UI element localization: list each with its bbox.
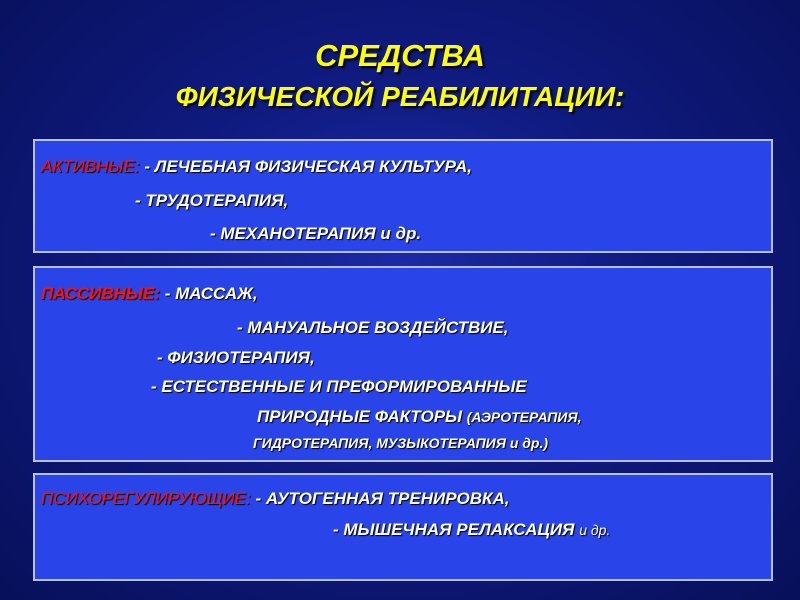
psycho-item-muscle-relaxation: - МЫШЕЧНАЯ РЕЛАКСАЦИЯ [333, 520, 575, 539]
active-item-occupational-therapy: - ТРУДОТЕРАПИЯ, [135, 191, 289, 210]
passive-item-natural-factors: - ЕСТЕСТВЕННЫЕ И ПРЕФОРМИРОВАННЫЕ [151, 377, 527, 396]
passive-factors-main: ПРИРОДНЫЕ ФАКТОРЫ [257, 407, 463, 426]
slide-title-line1: СРЕДСТВА [315, 38, 485, 73]
passive-factors-list: ГИДРОТЕРАПИЯ, МУЗЫКОТЕРАПИЯ и др.) [253, 435, 549, 451]
psycho-row-1 [41, 489, 510, 509]
active-row-1 [41, 157, 472, 177]
active-item-mechanotherapy: - МЕХАНОТЕРАПИЯ и др. [210, 224, 422, 243]
passive-item-physiotherapy: - ФИЗИОТЕРАПИЯ, [157, 348, 315, 367]
passive-item-massage: - МАССАЖ, [164, 284, 258, 303]
passive-row-1 [41, 284, 258, 304]
psycho-suffix: и др. [579, 522, 611, 538]
psychoregulating-means-box [33, 473, 773, 581]
active-means-box [33, 139, 773, 253]
psycho-item-autogenic-training: - АУТОГЕННАЯ ТРЕНИРОВКА, [255, 489, 510, 508]
active-item-therapeutic-pe: - ЛЕЧЕБНАЯ ФИЗИЧЕСКАЯ КУЛЬТУРА, [144, 157, 472, 176]
psycho-row-2 [333, 520, 610, 540]
psycho-label: ПСИХОРЕГУЛИРУЮЩИЕ: [41, 489, 251, 508]
active-label: АКТИВНЫЕ: [41, 157, 140, 176]
passive-means-box [33, 266, 773, 462]
passive-factors-row [257, 407, 581, 427]
passive-factors-paren: (АЭРОТЕРАПИЯ, [466, 409, 582, 425]
slide-title-line2: ФИЗИЧЕСКОЙ РЕАБИЛИТАЦИИ: [175, 81, 625, 112]
passive-label: ПАССИВНЫЕ: [41, 284, 160, 303]
passive-item-manual-therapy: - МАНУАЛЬНОЕ ВОЗДЕЙСТВИЕ, [237, 318, 509, 337]
